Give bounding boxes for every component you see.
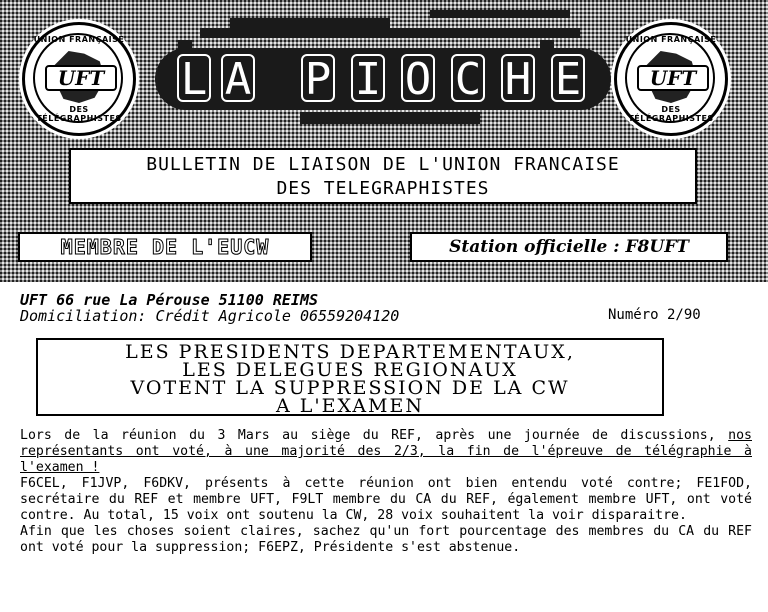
paragraph-1 — [20, 428, 752, 476]
rail-decoration — [430, 10, 570, 18]
address-line: UFT 66 rue La Pérouse 51100 REIMS — [20, 291, 319, 309]
paragraph-1-text: Lors de la réunion du 3 Mars au siège du REF, après une journée de discussions, — [20, 428, 729, 443]
headline-box — [36, 338, 664, 416]
bulletin-line-1: BULLETIN DE LIAISON DE L'UNION FRANCAISE — [146, 154, 620, 175]
paragraph-2: F6CEL, F1JVP, F6DKV, présents à cette réunion ont bien entendu voté contre; FE1FOD, secrétaire du REF et membre UFT, F9LT membre du CA du REF, également membre UFT, ont voté contre. Au total, 15 voix ont soutenu la CW, 28 voix souhaitent la voir disparaitre. — [20, 476, 752, 523]
title-letter: P — [301, 54, 335, 102]
logo-top-text: UNION FRANÇAISE — [625, 35, 717, 44]
bulletin-banner — [69, 148, 697, 204]
title-letter: C — [451, 54, 485, 102]
bulletin-line-2: DES TELEGRAPHISTES — [276, 178, 490, 199]
logo-top-text: UNION FRANÇAISE — [33, 35, 125, 44]
headline-line-1: LES PRESIDENTS DEPARTEMENTAUX, — [125, 341, 575, 363]
headline-line-3: VOTENT LA SUPPRESSION DE LA CW — [130, 377, 570, 399]
paragraph-3: Afin que les choses soient claires, sachez qu'un fort pourcentage des membres du CA du REF ont voté pour la suppression; F6EPZ, Présidente s'est abstenue. — [20, 524, 752, 555]
uft-logo-left — [22, 22, 136, 136]
title-letter: O — [401, 54, 435, 102]
membre-eucw-badge: MEMBRE DE L'EUCW — [18, 232, 312, 262]
rail-decoration — [300, 112, 480, 124]
domiciliation-line: Domiciliation: Crédit Agricole 06559204120 — [20, 307, 400, 325]
logo-bottom-text: DES TÉLÉGRAPHISTES — [36, 105, 122, 123]
issue-number: Numéro 2/90 — [608, 307, 701, 323]
rail-decoration — [200, 28, 580, 38]
title-letter: A — [221, 54, 255, 102]
title-letter: H — [501, 54, 535, 102]
rail-decoration — [230, 18, 390, 28]
uft-logo-right — [614, 22, 728, 136]
title-frame — [155, 48, 611, 110]
paragraph-1-underlined: nos représentants ont voté, à une majorité des 2/3, la fin de l'épreuve de télégraphie à l'examen ! — [20, 428, 752, 475]
station-officielle-badge: Station officielle : F8UFT — [410, 232, 728, 262]
article-body — [20, 428, 752, 556]
title-letter: I — [351, 54, 385, 102]
headline-line-4: A L'EXAMEN — [276, 395, 424, 417]
title-letter: L — [177, 54, 211, 102]
logo-bottom-text: DES TÉLÉGRAPHISTES — [628, 105, 714, 123]
title-letter: E — [551, 54, 585, 102]
masthead — [0, 0, 768, 282]
logo-uft-text: UFT — [45, 65, 117, 91]
headline-line-2: LES DELEGUES REGIONAUX — [182, 359, 518, 381]
logo-uft-text: UFT — [637, 65, 709, 91]
